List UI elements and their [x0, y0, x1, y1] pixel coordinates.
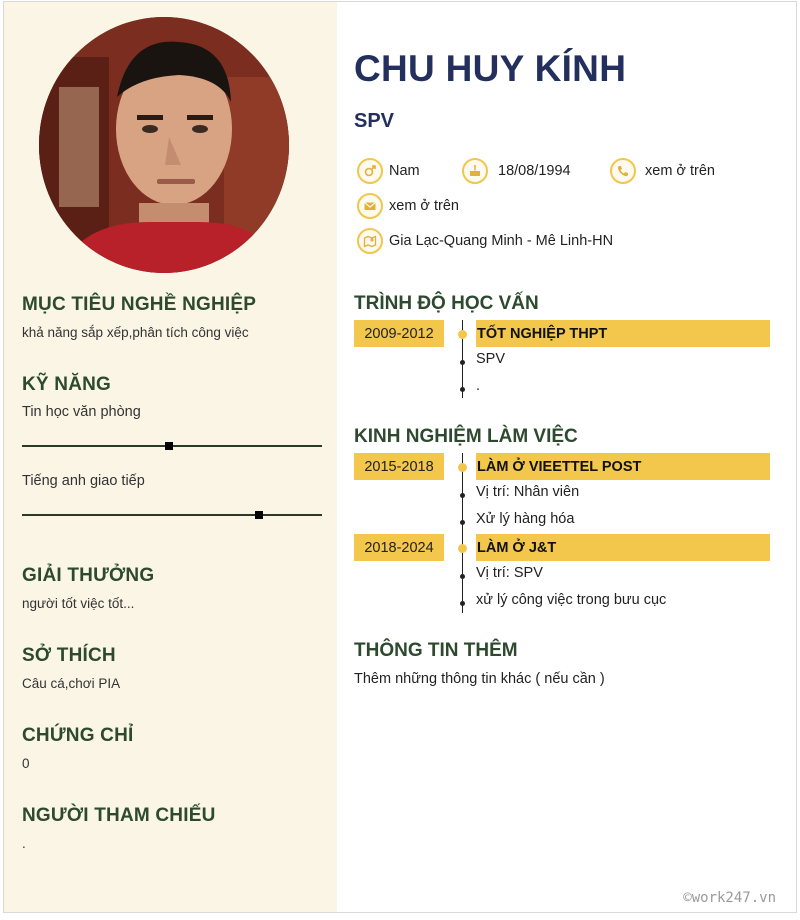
skill-level-marker	[255, 511, 263, 519]
extra-info-title: THÔNG TIN THÊM	[354, 640, 518, 661]
skills-title: KỸ NĂNG	[22, 374, 112, 395]
timeline-dot	[458, 330, 467, 339]
avatar	[39, 17, 289, 273]
phone-icon	[610, 158, 636, 184]
extra-info-text: Thêm những thông tin khác ( nếu cần )	[354, 671, 605, 687]
education-entry-title: TỐT NGHIỆP THPT	[476, 320, 770, 347]
timeline-dot	[458, 463, 467, 472]
references-title: NGƯỜI THAM CHIẾU	[22, 805, 216, 826]
email-text: xem ở trên	[389, 198, 459, 214]
education-entry-detail: SPV	[476, 351, 506, 367]
gender-text: Nam	[389, 163, 420, 179]
experience-entry-detail: Vị trí: Nhân viên	[476, 484, 580, 500]
experience-period: 2018-2024	[354, 534, 444, 561]
candidate-name: CHU HUY KÍNH	[354, 48, 627, 89]
timeline-dot	[460, 601, 465, 606]
education-period: 2009-2012	[354, 320, 444, 347]
certificates-section	[22, 725, 322, 773]
hobbies-section	[22, 645, 322, 693]
timeline-dot	[460, 493, 465, 498]
certificates-text: 0	[22, 756, 30, 771]
email-icon	[357, 193, 383, 219]
experience-period: 2015-2018	[354, 453, 444, 480]
address-text: Gia Lạc-Quang Minh - Mê Linh-HN	[389, 233, 614, 249]
watermark: ©work247.vn	[683, 890, 776, 906]
skill-level-marker	[165, 442, 173, 450]
birthday-cake-icon	[462, 158, 488, 184]
experience-timeline	[462, 453, 463, 613]
gender-icon	[357, 158, 383, 184]
birthday-info	[462, 158, 571, 184]
birthday-text: 18/08/1994	[498, 163, 571, 179]
sidebar	[4, 2, 337, 912]
timeline-dot	[458, 544, 467, 553]
references-text: .	[22, 836, 26, 851]
skill-level-bar	[22, 445, 322, 447]
experience-entry-detail: Xử lý hàng hóa	[476, 511, 575, 527]
location-icon	[357, 228, 383, 254]
timeline-dot	[460, 520, 465, 525]
gender-info	[357, 158, 420, 184]
experience-entry-detail: xử lý công việc trong bưu cục	[476, 592, 667, 608]
objective-text: khả năng sắp xếp,phân tích công việc	[22, 325, 249, 340]
experience-entry-detail: Vị trí: SPV	[476, 565, 543, 581]
hobbies-text: Câu cá,chơi PIA	[22, 676, 121, 691]
skill-name: Tiếng anh giao tiếp	[22, 473, 145, 489]
skill-level-bar	[22, 514, 322, 516]
experience-title: KINH NGHIỆM LÀM VIỆC	[354, 426, 578, 447]
awards-title: GIẢI THƯỞNG	[22, 565, 155, 586]
references-section	[22, 805, 322, 853]
timeline-dot	[460, 387, 465, 392]
phone-info	[610, 158, 715, 184]
candidate-position: SPV	[354, 110, 395, 132]
education-title: TRÌNH ĐỘ HỌC VẤN	[354, 293, 539, 314]
education-entry-detail: .	[476, 378, 481, 394]
timeline-dot	[460, 574, 465, 579]
certificates-title: CHỨNG CHỈ	[22, 725, 134, 746]
timeline-dot	[460, 360, 465, 365]
cv-page	[3, 1, 797, 913]
email-info	[357, 193, 459, 219]
address-info	[357, 228, 613, 254]
skills-section	[22, 374, 322, 516]
experience-entry-title: LÀM Ở VIEETTEL POST	[476, 453, 770, 480]
awards-section	[22, 565, 322, 613]
hobbies-title: SỞ THÍCH	[22, 645, 116, 666]
objective-section	[22, 294, 322, 342]
skill-name: Tin học văn phòng	[22, 404, 141, 420]
experience-entry-title: LÀM Ở J&T	[476, 534, 770, 561]
phone-text: xem ở trên	[645, 163, 715, 179]
awards-text: người tốt việc tốt...	[22, 596, 135, 611]
objective-title: MỤC TIÊU NGHỀ NGHIỆP	[22, 294, 257, 315]
